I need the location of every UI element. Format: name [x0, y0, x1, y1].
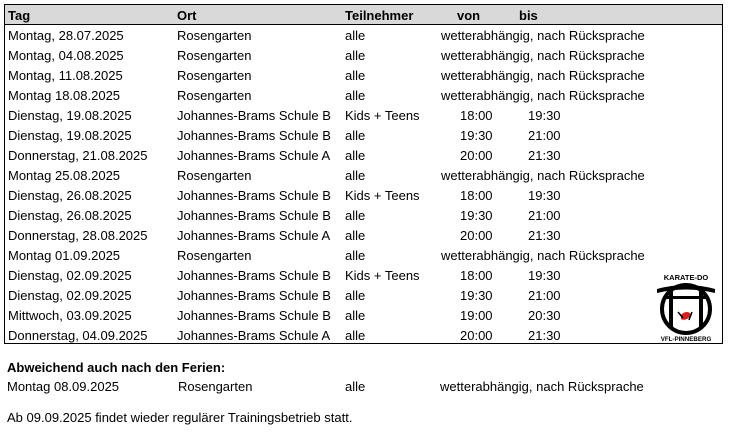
table-row: [5, 125, 722, 145]
logo-top-text: KARATE-DO: [663, 273, 709, 282]
table-row: [5, 45, 722, 65]
cell-bis: 21:30: [528, 148, 561, 163]
table-row: [5, 145, 722, 165]
table-row: [5, 25, 722, 45]
cell-von: 20:00: [460, 328, 493, 343]
header-ort: Ort: [177, 8, 197, 23]
cell-bis: 21:00: [528, 128, 561, 143]
table-row: [5, 265, 722, 285]
cell-ort: Rosengarten: [178, 379, 253, 394]
cell-tag: Mittwoch, 03.09.2025: [8, 308, 132, 323]
cell-tag: Montag 25.08.2025: [8, 168, 121, 183]
cell-von: 20:00: [460, 148, 493, 163]
cell-teilnehmer: alle: [345, 379, 366, 394]
cell-von: 18:00: [460, 108, 493, 123]
table-row: [5, 245, 722, 265]
deviation-row: [7, 379, 707, 399]
cell-note: wetterabhängig, nach Rücksprache: [441, 88, 645, 103]
cell-von: 20:00: [460, 228, 493, 243]
header-bis: bis: [519, 8, 538, 23]
cell-teilnehmer: alle: [345, 208, 366, 223]
cell-ort: Johannes-Brams Schule B: [177, 208, 331, 223]
karate-do-logo: [651, 271, 721, 343]
cell-tag: Montag, 11.08.2025: [8, 68, 123, 83]
header-tag: Tag: [8, 8, 31, 23]
cell-bis: 19:30: [528, 268, 561, 283]
cell-note: wetterabhängig, nach Rücksprache: [441, 248, 645, 263]
deviation-title: Abweichend auch nach den Ferien:: [7, 360, 226, 375]
cell-tag: Montag 01.09.2025: [8, 248, 121, 263]
cell-teilnehmer: alle: [345, 148, 366, 163]
table-row: [5, 205, 722, 225]
cell-note: wetterabhängig, nach Rücksprache: [441, 28, 645, 43]
cell-tag: Donnerstag, 28.08.2025: [8, 228, 148, 243]
table-header: [5, 5, 722, 25]
cell-tag: Dienstag, 19.08.2025: [8, 108, 132, 123]
cell-bis: 21:30: [528, 228, 561, 243]
table-row: [5, 305, 722, 325]
cell-bis: 19:30: [528, 188, 561, 203]
cell-von: 18:00: [460, 188, 493, 203]
cell-ort: Johannes-Brams Schule B: [177, 188, 331, 203]
cell-bis: 19:30: [528, 108, 561, 123]
footer-note: Ab 09.09.2025 findet wieder regulärer Trainingsbetrieb statt.: [7, 410, 353, 425]
cell-teilnehmer: alle: [345, 228, 366, 243]
cell-von: 19:30: [460, 208, 493, 223]
cell-von: 19:00: [460, 308, 493, 323]
cell-teilnehmer: alle: [345, 68, 366, 83]
cell-ort: Johannes-Brams Schule B: [177, 308, 331, 323]
cell-ort: Rosengarten: [177, 248, 252, 263]
cell-teilnehmer: alle: [345, 88, 366, 103]
cell-note: wetterabhängig, nach Rücksprache: [441, 48, 645, 63]
table-row: [5, 65, 722, 85]
cell-ort: Johannes-Brams Schule A: [177, 328, 331, 343]
cell-tag: Donnerstag, 21.08.2025: [8, 148, 148, 163]
cell-note: wetterabhängig, nach Rücksprache: [440, 379, 644, 394]
cell-von: 19:30: [460, 288, 493, 303]
cell-tag: Montag, 28.07.2025: [8, 28, 124, 43]
table-row: [5, 225, 722, 245]
cell-tag: Montag 08.09.2025: [7, 379, 120, 394]
cell-ort: Johannes-Brams Schule A: [177, 148, 331, 163]
cell-ort: Johannes-Brams Schule A: [177, 228, 331, 243]
cell-teilnehmer: alle: [345, 128, 366, 143]
cell-ort: Johannes-Brams Schule B: [177, 128, 331, 143]
cell-teilnehmer: alle: [345, 328, 366, 343]
cell-ort: Rosengarten: [177, 68, 252, 83]
cell-tag: Montag, 04.08.2025: [8, 48, 124, 63]
table-row: [5, 285, 722, 305]
table-row: [5, 165, 722, 185]
cell-bis: 21:30: [528, 328, 561, 343]
cell-note: wetterabhängig, nach Rücksprache: [441, 168, 645, 183]
cell-tag: Dienstag, 02.09.2025: [8, 268, 132, 283]
cell-ort: Rosengarten: [177, 48, 252, 63]
table-row: [5, 185, 722, 205]
cell-ort: Johannes-Brams Schule B: [177, 288, 331, 303]
cell-von: 19:30: [460, 128, 493, 143]
cell-tag: Dienstag, 26.08.2025: [8, 188, 132, 203]
cell-teilnehmer: Kids + Teens: [345, 268, 420, 283]
cell-bis: 20:30: [528, 308, 561, 323]
cell-tag: Donnerstag, 04.09.2025: [8, 328, 148, 343]
logo-bottom-text: VFL-PINNEBERG: [660, 336, 712, 343]
cell-bis: 21:00: [528, 288, 561, 303]
cell-ort: Rosengarten: [177, 88, 252, 103]
cell-bis: 21:00: [528, 208, 561, 223]
cell-ort: Johannes-Brams Schule B: [177, 108, 331, 123]
cell-ort: Johannes-Brams Schule B: [177, 268, 331, 283]
header-von: von: [457, 8, 481, 23]
cell-teilnehmer: alle: [345, 168, 366, 183]
cell-teilnehmer: alle: [345, 288, 366, 303]
table-row: [5, 105, 722, 125]
cell-teilnehmer: alle: [345, 248, 366, 263]
cell-tag: Dienstag, 26.08.2025: [8, 208, 132, 223]
cell-teilnehmer: alle: [345, 308, 366, 323]
cell-von: 18:00: [460, 268, 493, 283]
table-row: [5, 325, 722, 345]
cell-teilnehmer: Kids + Teens: [345, 188, 420, 203]
cell-teilnehmer: Kids + Teens: [345, 108, 420, 123]
cell-tag: Dienstag, 19.08.2025: [8, 128, 132, 143]
cell-teilnehmer: alle: [345, 28, 366, 43]
cell-ort: Rosengarten: [177, 168, 252, 183]
cell-tag: Dienstag, 02.09.2025: [8, 288, 132, 303]
header-teilnehmer: Teilnehmer: [345, 8, 414, 23]
table-row: [5, 85, 722, 105]
cell-tag: Montag 18.08.2025: [8, 88, 121, 103]
cell-teilnehmer: alle: [345, 48, 366, 63]
cell-note: wetterabhängig, nach Rücksprache: [441, 68, 645, 83]
cell-ort: Rosengarten: [177, 28, 252, 43]
schedule-table: [4, 4, 723, 344]
